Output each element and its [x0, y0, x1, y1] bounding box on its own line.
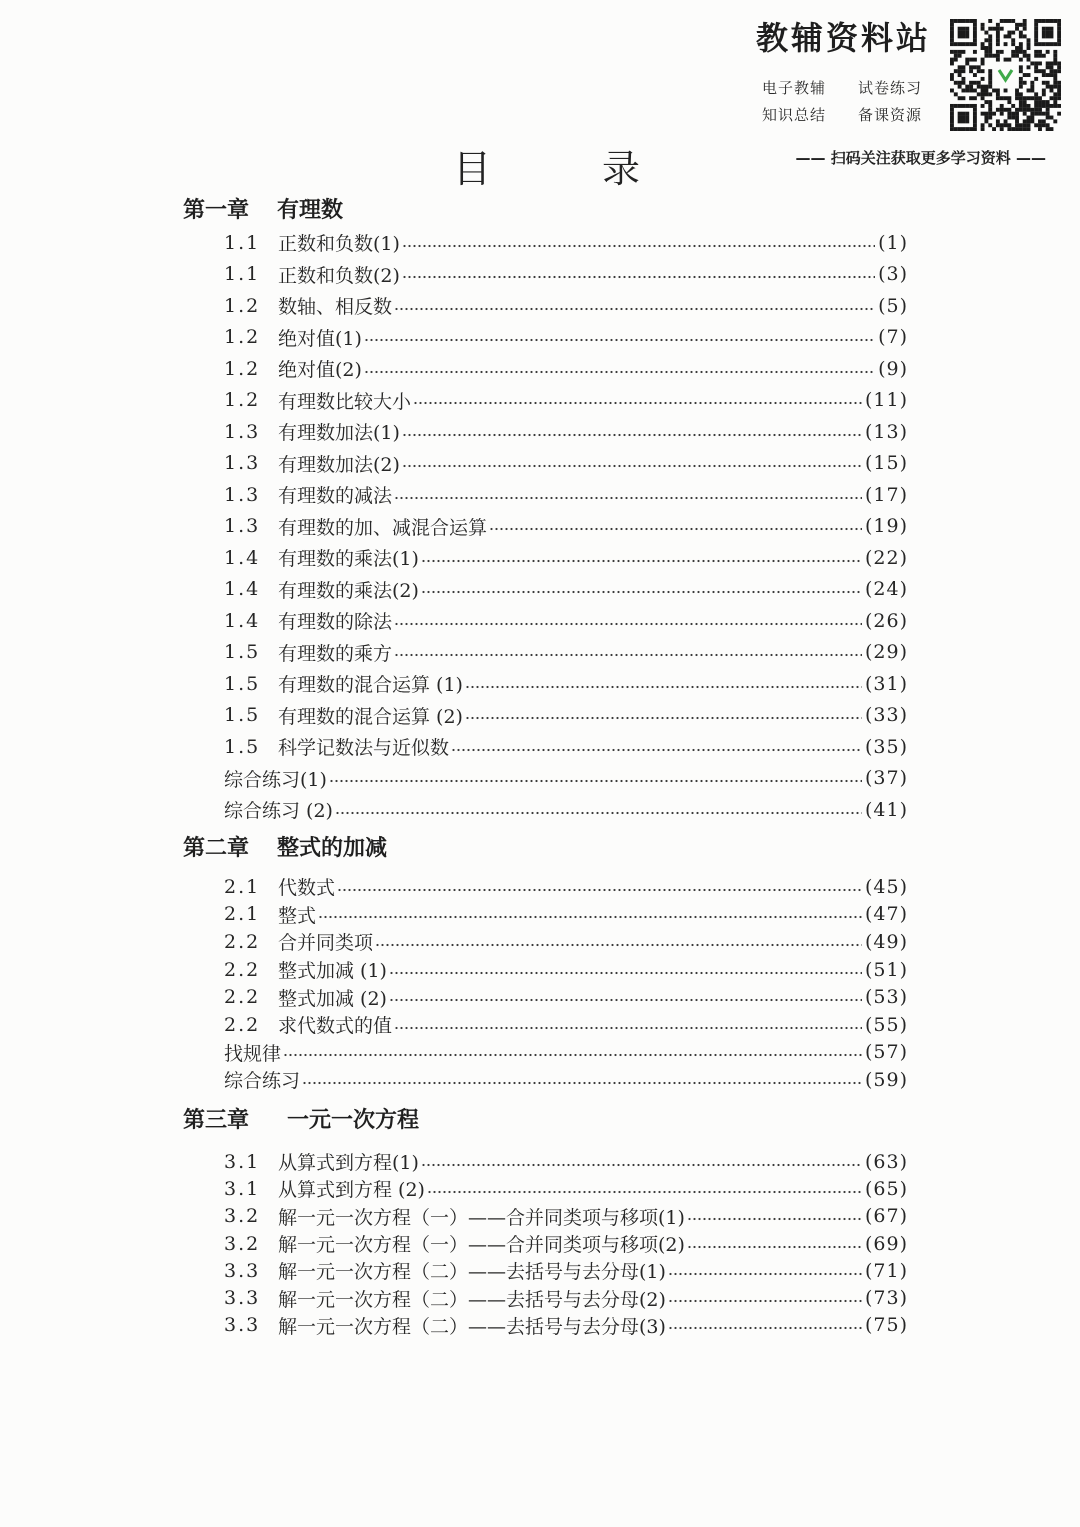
- section-number: 3.3: [224, 1259, 261, 1282]
- section-number: 2.2: [224, 986, 261, 1009]
- tag-row: [762, 78, 954, 98]
- dot-leader: [421, 1162, 862, 1168]
- toc-entry: [224, 794, 908, 826]
- dot-leader: [375, 942, 862, 948]
- section-number: 1.2: [224, 357, 261, 380]
- section-number: 1.3: [224, 452, 261, 475]
- chapter-heading: [183, 1104, 419, 1136]
- page-title-char: 录: [602, 147, 641, 191]
- dot-leader: [394, 306, 875, 312]
- page-number: (5): [878, 294, 908, 317]
- dot-leader: [402, 432, 862, 438]
- chapter-heading: [183, 832, 387, 864]
- dot-leader: [687, 1216, 862, 1222]
- dot-leader: [465, 715, 862, 721]
- toc-entry: [224, 416, 908, 448]
- section-number: 1.1: [224, 231, 261, 254]
- entry-title: 有理数的混合运算 (2): [278, 705, 463, 728]
- tag-label: 知识总结: [762, 106, 827, 124]
- dot-leader: [337, 887, 862, 893]
- section-number: 1.5: [224, 641, 261, 664]
- page-number: (55): [864, 1013, 908, 1036]
- toc-entry: [224, 1148, 908, 1175]
- page-number: (24): [864, 578, 908, 601]
- dot-leader: [318, 914, 862, 920]
- entry-title: 有理数的乘方: [278, 642, 393, 665]
- dot-leader: [668, 1298, 862, 1304]
- page-number: (29): [864, 641, 908, 664]
- section-number: 2.2: [224, 930, 261, 953]
- toc-entry: [224, 637, 908, 669]
- toc-entry: [224, 763, 908, 795]
- toc-entry: [224, 1284, 908, 1311]
- chapter-title: 有理数: [277, 197, 344, 223]
- page-number: (41): [864, 798, 908, 821]
- entry-title: 科学记数法与近似数: [278, 737, 450, 760]
- toc-entry: [224, 1203, 908, 1230]
- chapter-title: 一元一次方程: [287, 1107, 420, 1133]
- dot-leader: [394, 1025, 862, 1031]
- toc-entry: [224, 1312, 908, 1339]
- entry-title: 有理数比较大小: [278, 390, 412, 413]
- tag-label: 试卷练习: [858, 79, 923, 97]
- toc-entry: [224, 1039, 908, 1067]
- toc-list: [224, 227, 908, 826]
- tag-row: [762, 105, 954, 125]
- page-number: (63): [864, 1150, 908, 1173]
- dot-leader: [451, 747, 862, 753]
- dot-leader: [364, 337, 875, 343]
- toc-entry: [224, 668, 908, 700]
- section-number: 1.2: [224, 294, 261, 317]
- dot-leader: [465, 684, 862, 690]
- dot-leader: [402, 463, 862, 469]
- toc-entry: [224, 542, 908, 574]
- entry-title: 有理数的乘法(2): [278, 579, 419, 602]
- dot-leader: [283, 1052, 862, 1058]
- dot-leader: [329, 778, 862, 784]
- brand-title: 教辅资料站: [756, 19, 932, 57]
- dot-leader: [687, 1244, 862, 1250]
- page-number: (71): [864, 1259, 908, 1282]
- page-number: (75): [864, 1314, 908, 1337]
- entry-title: 综合练习 (2): [224, 800, 333, 823]
- page-number: (19): [864, 515, 908, 538]
- page-number: (15): [864, 452, 908, 475]
- page-number: (1): [878, 231, 908, 254]
- toc-entry: [224, 1175, 908, 1202]
- toc-entry: [224, 605, 908, 637]
- dot-leader: [302, 1080, 862, 1086]
- toc-entry: [224, 511, 908, 543]
- entry-title: 解一元一次方程（二）——去括号与去分母(1): [278, 1261, 666, 1284]
- section-number: 1.4: [224, 546, 261, 569]
- entry-title: 正数和负数(2): [278, 264, 400, 287]
- page-number: (45): [864, 875, 908, 898]
- page-number: (9): [878, 357, 908, 380]
- section-number: 1.4: [224, 578, 261, 601]
- page-title-char: 目: [453, 147, 492, 191]
- toc-entry: [224, 873, 908, 901]
- page-number: (7): [878, 326, 908, 349]
- section-number: 2.1: [224, 875, 261, 898]
- toc-entry: [224, 227, 908, 259]
- section-number: 3.2: [224, 1205, 261, 1228]
- dot-leader: [421, 589, 862, 595]
- entry-title: 整式: [278, 904, 317, 927]
- toc-entry: [224, 385, 908, 417]
- entry-title: 有理数的乘法(1): [278, 548, 419, 571]
- page-number: (13): [864, 420, 908, 443]
- section-number: 1.5: [224, 735, 261, 758]
- entry-title: 绝对值(2): [278, 359, 362, 382]
- entry-title: 综合练习: [224, 1070, 301, 1093]
- dot-leader: [335, 810, 862, 816]
- page-number: (11): [864, 389, 908, 412]
- entry-title: 有理数加法(2): [278, 453, 400, 476]
- page-number: (69): [864, 1232, 908, 1255]
- toc-list: [224, 873, 908, 1094]
- dot-leader: [413, 400, 862, 406]
- toc-entry: [224, 983, 908, 1011]
- section-number: 1.3: [224, 420, 261, 443]
- scan-prompt: —— 扫码关注获取更多学习资料 ——: [795, 149, 1046, 167]
- page-number: (37): [864, 767, 908, 790]
- page-number: (3): [878, 263, 908, 286]
- section-number: 1.4: [224, 609, 261, 632]
- section-number: 2.2: [224, 958, 261, 981]
- entry-title: 绝对值(1): [278, 327, 362, 350]
- section-number: 3.3: [224, 1287, 261, 1310]
- dot-leader: [364, 369, 875, 375]
- toc-entry: [224, 928, 908, 956]
- entry-title: 有理数加法(1): [278, 422, 400, 445]
- section-number: 1.2: [224, 326, 261, 349]
- toc-entry: [224, 731, 908, 763]
- page-number: (47): [864, 903, 908, 926]
- page-number: (22): [864, 546, 908, 569]
- dot-leader: [389, 997, 862, 1003]
- toc-entry: [224, 322, 908, 354]
- page-number: (59): [864, 1068, 908, 1091]
- entry-title: 解一元一次方程（一）——合并同类项与移项(1): [278, 1206, 685, 1229]
- dot-leader: [402, 274, 875, 280]
- entry-title: 从算式到方程(1): [278, 1152, 419, 1175]
- page-number: (31): [864, 672, 908, 695]
- entry-title: 有理数的除法: [278, 611, 393, 634]
- toc-entry: [224, 1257, 908, 1284]
- chapter-number: 第二章: [183, 835, 250, 861]
- entry-title: 求代数式的值: [278, 1015, 393, 1038]
- toc-entry: [224, 1011, 908, 1039]
- page-number: (26): [864, 609, 908, 632]
- toc-entry: [224, 1066, 908, 1094]
- page-number: (17): [864, 483, 908, 506]
- entry-title: 整式加减 (2): [278, 987, 387, 1010]
- dot-leader: [402, 243, 875, 249]
- section-number: 1.1: [224, 263, 261, 286]
- entry-title: 整式加减 (1): [278, 960, 387, 983]
- dot-leader: [421, 558, 862, 564]
- toc-entry: [224, 901, 908, 929]
- entry-title: 从算式到方程 (2): [278, 1179, 425, 1202]
- page-number: (35): [864, 735, 908, 758]
- page-number: (33): [864, 704, 908, 727]
- dot-leader: [394, 652, 862, 658]
- chapter-number: 第一章: [183, 197, 250, 223]
- entry-title: 解一元一次方程（二）——去括号与去分母(2): [278, 1288, 666, 1311]
- toc-entry: [224, 574, 908, 606]
- qr-code: [950, 19, 1061, 131]
- section-number: 3.1: [224, 1177, 261, 1200]
- toc-entry: [224, 259, 908, 291]
- dot-leader: [394, 621, 862, 627]
- page-number: (73): [864, 1287, 908, 1310]
- toc-entry: [224, 290, 908, 322]
- entry-title: 数轴、相反数: [278, 296, 393, 319]
- entry-title: 找规律: [224, 1042, 282, 1065]
- page-number: (51): [864, 958, 908, 981]
- toc-entry: [224, 1230, 908, 1257]
- section-number: 1.3: [224, 515, 261, 538]
- section-number: 2.2: [224, 1013, 261, 1036]
- entry-title: 合并同类项: [278, 932, 374, 955]
- entry-title: 解一元一次方程（二）——去括号与去分母(3): [278, 1315, 666, 1338]
- section-number: 3.1: [224, 1150, 261, 1173]
- entry-title: 综合练习(1): [224, 768, 327, 791]
- entry-title: 有理数的减法: [278, 485, 393, 508]
- toc-entry: [224, 700, 908, 732]
- qr-logo-icon: [999, 70, 1012, 80]
- entry-title: 代数式: [278, 877, 336, 900]
- toc-entry: [224, 479, 908, 511]
- chapter-title: 整式的加减: [277, 835, 388, 861]
- section-number: 1.3: [224, 483, 261, 506]
- entry-title: 解一元一次方程（一）——合并同类项与移项(2): [278, 1234, 685, 1257]
- section-number: 1.5: [224, 704, 261, 727]
- toc-entry: [224, 448, 908, 480]
- page-number: (67): [864, 1205, 908, 1228]
- entry-title: 有理数的加、减混合运算: [278, 516, 488, 539]
- page-number: (57): [864, 1041, 908, 1064]
- dot-leader: [389, 970, 862, 976]
- section-number: 2.1: [224, 903, 261, 926]
- dot-leader: [489, 526, 862, 532]
- dot-leader: [427, 1189, 862, 1195]
- page-number: (49): [864, 930, 908, 953]
- toc-entry: [224, 353, 908, 385]
- page-number: (53): [864, 986, 908, 1009]
- section-number: 1.5: [224, 672, 261, 695]
- section-number: 3.2: [224, 1232, 261, 1255]
- page-number: (65): [864, 1177, 908, 1200]
- tag-label: 备课资源: [858, 106, 923, 124]
- dot-leader: [394, 495, 862, 501]
- dot-leader: [668, 1325, 862, 1331]
- dot-leader: [668, 1271, 862, 1277]
- chapter-heading: [183, 194, 343, 226]
- chapter-number: 第三章: [183, 1107, 250, 1133]
- section-number: 3.3: [224, 1314, 261, 1337]
- entry-title: 有理数的混合运算 (1): [278, 674, 463, 697]
- section-number: 1.2: [224, 389, 261, 412]
- toc-entry: [224, 956, 908, 984]
- entry-title: 正数和负数(1): [278, 233, 400, 256]
- tag-label: 电子教辅: [762, 79, 827, 97]
- toc-list: [224, 1148, 908, 1339]
